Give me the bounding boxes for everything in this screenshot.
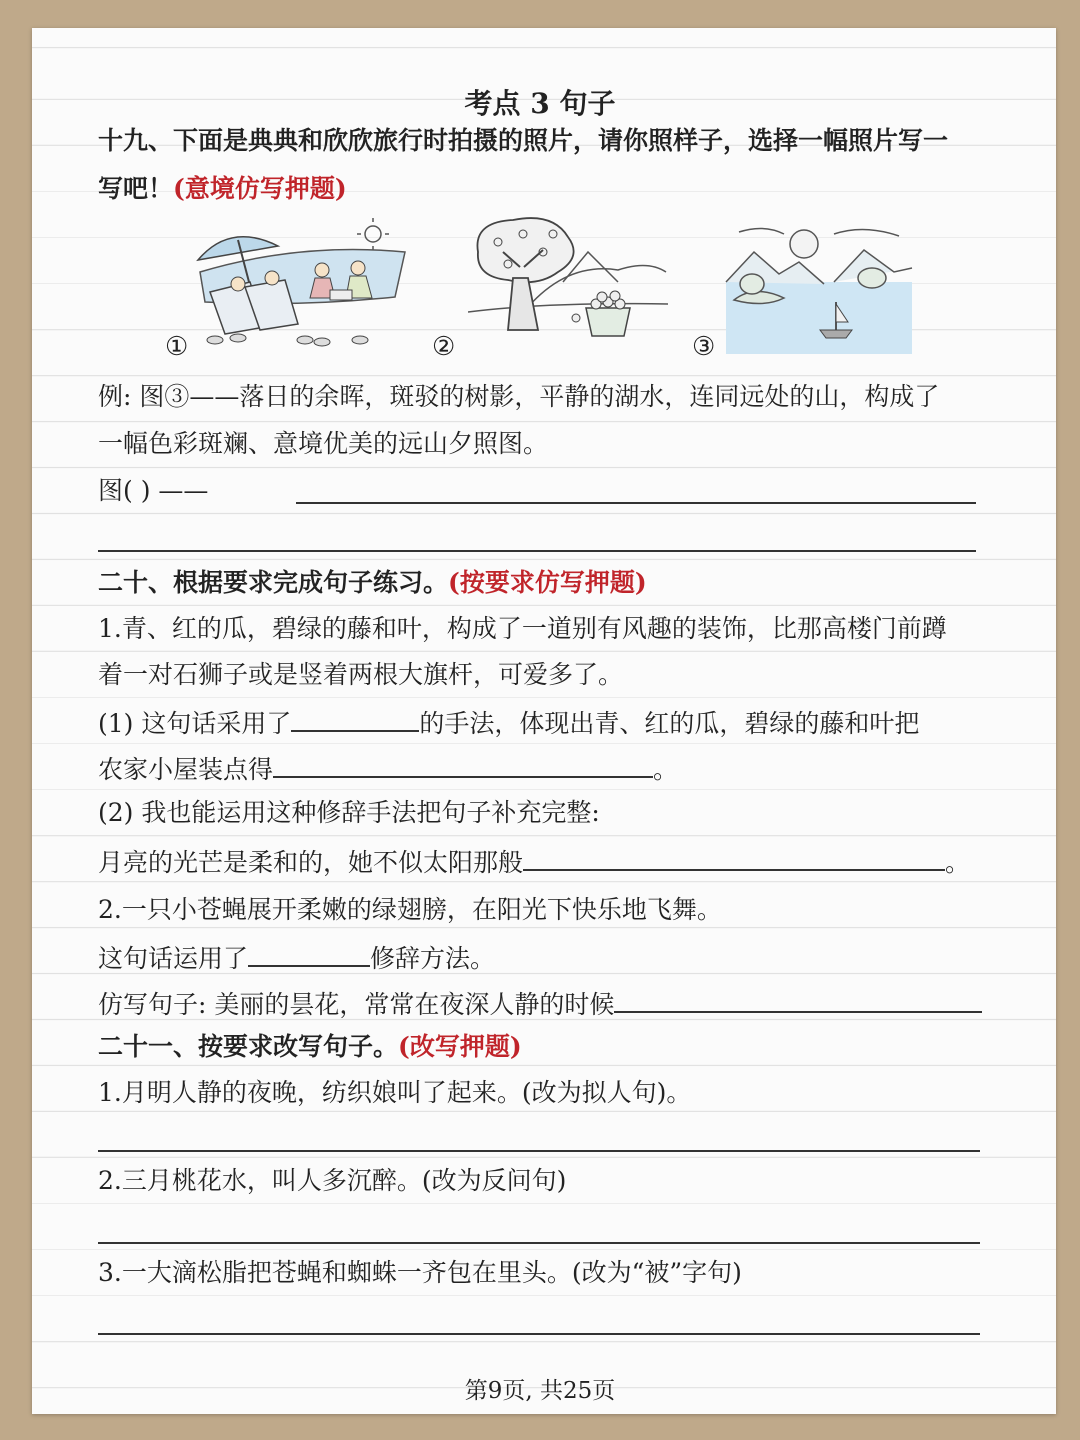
q20-sentence1-line2: 着一对石狮子或是竖着两根大旗杆，可爱多了。 [98,660,624,689]
q21-answer-line-1[interactable] [98,1150,980,1152]
page-footer: 第9页, 共25页 [464,1378,616,1404]
q20-imitate-row [98,985,982,1022]
q19-heading-line2 [98,172,347,206]
q20-part2: (2) 我也能运用这种修辞手法把句子补充完整: [98,798,600,827]
q21-answer-line-3[interactable] [98,1333,980,1335]
q20-part1-text-b: 的手法，体现出青、红的瓜，碧绿的藤和叶把 [419,709,920,738]
q21-tag: (改写押题) [398,1032,522,1061]
lake-mountain-boat-icon [724,212,914,357]
q20-part1-end: 。 [653,755,679,784]
q20-part1-text-c: 农家小屋装点得 [98,755,274,784]
q20-sentence2-blank[interactable] [248,939,370,967]
q20-imitate-blank[interactable] [614,985,982,1013]
q21-answer-line-2[interactable] [98,1242,980,1244]
q19-example-line2: 一幅色彩斑斓、意境优美的远山夕照图。 [98,429,549,458]
q20-sentence2-text-a: 这句话运用了 [98,944,249,973]
q21-heading: 二十一、按要求改写句子。 [98,1032,399,1061]
q19-heading-line1: 十九、下面是典典和欣欣旅行时拍摄的照片，请你照样子，选择一幅照片写一 [98,126,949,155]
q20-part2-sentence: 月亮的光芒是柔和的，她不似太阳那般 [98,848,524,877]
q20-part1-blank-1[interactable] [291,704,419,732]
q21-item-3: 3.一大滴松脂把苍蝇和蜘蛛一齐包在里头。(改为“被”字句) [98,1258,742,1287]
q20-sentence2-text-b: 修辞方法。 [370,944,496,973]
q19-answer-prefix: 图( ) —— [98,476,209,505]
q21-item-1: 1.月明人静的夜晚，纺织娘叫了起来。(改为拟人句)。 [98,1078,692,1107]
fruit-tree-icon [468,212,668,352]
q20-part1-text-a: (1) 这句话采用了 [98,709,292,738]
q20-part1-blank-2[interactable] [273,750,653,778]
q21-item-2: 2.三月桃花水，叫人多沉醉。(改为反问句) [98,1166,567,1195]
q19-example-line1: 例: 图③——落日的余晖，斑驳的树影，平静的湖水，连同远处的山，构成了 [98,382,940,411]
q19-answer-line-2[interactable] [98,550,976,552]
q20-part1-row2 [98,750,678,787]
picture-1-number: ① [165,332,189,362]
picture-3-number: ③ [692,332,716,362]
q19-heading-end: 写吧！ [98,174,174,203]
q20-part2-row [98,843,970,880]
q20-sentence2-row [98,939,495,976]
q20-part2-end: 。 [945,848,971,877]
q19-tag: (意境仿写押题) [173,174,347,203]
q20-sentence1-line1: 1.青、红的瓜，碧绿的藤和叶，构成了一道别有风趣的装饰，比那高楼门前蹲 [98,614,947,643]
q20-sentence2: 2.一只小苍蝇展开柔嫩的绿翅膀，在阳光下快乐地飞舞。 [98,895,722,924]
q20-heading-row [98,566,647,600]
beach-picnic-icon [190,212,410,352]
picture-2-number: ② [432,332,456,362]
q20-imitate-text: 仿写句子: 美丽的昙花，常常在夜深人静的时候 [98,990,615,1019]
page-title: 考点 3 句子 [464,87,616,120]
q20-tag: (按要求仿写押题) [448,568,647,597]
q21-heading-row [98,1030,522,1064]
q20-heading: 二十、根据要求完成句子练习。 [98,568,449,597]
q20-part2-blank[interactable] [523,843,945,871]
q19-answer-line-1[interactable] [296,502,976,504]
q20-part1-row [98,704,919,741]
